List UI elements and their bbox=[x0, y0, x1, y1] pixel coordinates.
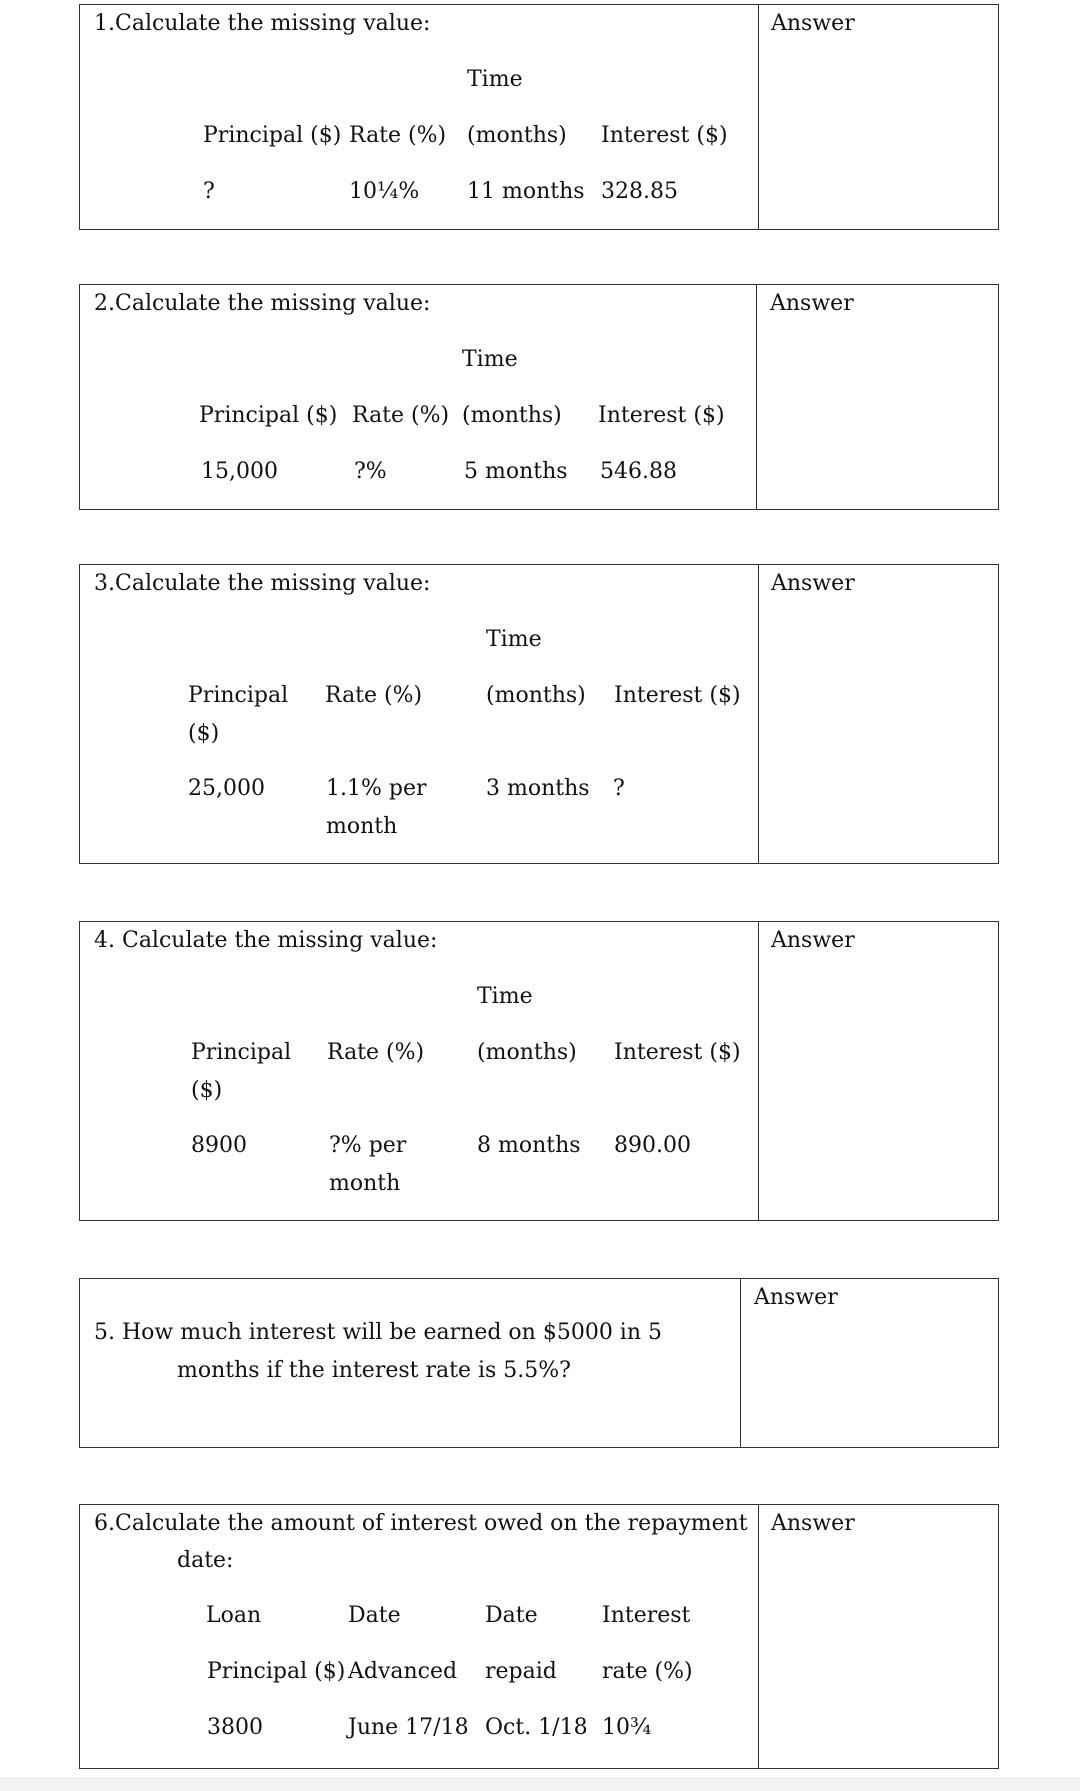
question-text: 2.Calculate the missing value: bbox=[94, 291, 431, 316]
rate-header: Rate (%) bbox=[352, 403, 450, 428]
rate-header: Rate (%) bbox=[325, 683, 423, 708]
rate-header: Rate (%) bbox=[327, 1040, 425, 1065]
principal-value: 3800 bbox=[207, 1715, 263, 1740]
date-repaid-header: Date bbox=[485, 1603, 538, 1628]
interest-value: 328.85 bbox=[601, 179, 678, 204]
date-advanced-value: June 17/18 bbox=[348, 1715, 469, 1740]
rate-value: 1.1% per bbox=[326, 776, 427, 801]
answer-divider bbox=[758, 1505, 759, 1768]
interest-rate-header-cont: rate (%) bbox=[602, 1659, 693, 1684]
time-header-months: (months) bbox=[477, 1040, 577, 1065]
time-value: 3 months bbox=[486, 776, 590, 801]
page-bottom-edge bbox=[0, 1777, 1080, 1791]
principal-header: Principal ($) bbox=[199, 403, 338, 428]
rate-value: ?% bbox=[354, 459, 387, 484]
principal-value: ? bbox=[203, 179, 215, 204]
principal-header: Principal ($) bbox=[203, 123, 342, 148]
time-header: Time bbox=[486, 627, 542, 652]
question-text: 1.Calculate the missing value: bbox=[94, 11, 431, 36]
rate-value-cont: month bbox=[329, 1171, 401, 1196]
rate-value: ?% per bbox=[329, 1133, 407, 1158]
interest-header: Interest ($) bbox=[614, 683, 741, 708]
rate-value-cont: month bbox=[326, 814, 398, 839]
problem-6-box bbox=[79, 1504, 999, 1769]
problem-1-box bbox=[79, 4, 999, 230]
answer-divider bbox=[756, 285, 757, 509]
answer-label: Answer bbox=[771, 571, 855, 596]
answer-label: Answer bbox=[770, 291, 854, 316]
time-header-months: (months) bbox=[462, 403, 562, 428]
interest-header: Interest ($) bbox=[598, 403, 725, 428]
problem-4-box bbox=[79, 921, 999, 1221]
problem-3-box bbox=[79, 564, 999, 864]
answer-label: Answer bbox=[754, 1285, 838, 1310]
problem-2-box bbox=[79, 284, 999, 510]
problem-5-box bbox=[79, 1278, 999, 1448]
date-repaid-value: Oct. 1/18 bbox=[485, 1715, 588, 1740]
rate-header: Rate (%) bbox=[349, 123, 447, 148]
principal-value: 25,000 bbox=[188, 776, 265, 801]
time-header-months: (months) bbox=[486, 683, 586, 708]
answer-divider bbox=[758, 565, 759, 863]
question-text: 3.Calculate the missing value: bbox=[94, 571, 431, 596]
principal-header: Principal bbox=[188, 683, 289, 708]
interest-header: Interest ($) bbox=[614, 1040, 741, 1065]
time-value: 11 months bbox=[467, 179, 585, 204]
interest-value: 546.88 bbox=[600, 459, 677, 484]
principal-value: 8900 bbox=[191, 1133, 247, 1158]
answer-divider bbox=[740, 1279, 741, 1447]
time-header-months: (months) bbox=[467, 123, 567, 148]
interest-header: Interest ($) bbox=[601, 123, 728, 148]
question-text-cont: months if the interest rate is 5.5%? bbox=[177, 1358, 571, 1383]
interest-value: ? bbox=[613, 776, 625, 801]
answer-label: Answer bbox=[771, 928, 855, 953]
loan-header: Loan bbox=[206, 1603, 262, 1628]
date-advanced-header-cont: Advanced bbox=[348, 1659, 458, 1684]
time-value: 5 months bbox=[464, 459, 568, 484]
interest-rate-value: 10¾ bbox=[602, 1715, 652, 1740]
loan-header-principal: Principal ($) bbox=[207, 1659, 346, 1684]
rate-value: 10¼% bbox=[349, 179, 420, 204]
date-advanced-header: Date bbox=[348, 1603, 401, 1628]
interest-value: 890.00 bbox=[614, 1133, 691, 1158]
principal-header-unit: ($) bbox=[191, 1078, 223, 1103]
principal-header-unit: ($) bbox=[188, 721, 220, 746]
interest-rate-header: Interest bbox=[602, 1603, 691, 1628]
question-text: 6.Calculate the amount of interest owed on the repayment bbox=[94, 1511, 748, 1536]
principal-header: Principal bbox=[191, 1040, 292, 1065]
question-text: 4. Calculate the missing value: bbox=[94, 928, 438, 953]
time-value: 8 months bbox=[477, 1133, 581, 1158]
date-repaid-header-cont: repaid bbox=[485, 1659, 557, 1684]
principal-value: 15,000 bbox=[201, 459, 278, 484]
time-header: Time bbox=[467, 67, 523, 92]
question-text-cont: date: bbox=[177, 1548, 234, 1573]
time-header: Time bbox=[462, 347, 518, 372]
answer-label: Answer bbox=[771, 1511, 855, 1536]
answer-divider bbox=[758, 922, 759, 1220]
answer-label: Answer bbox=[771, 11, 855, 36]
question-text: 5. How much interest will be earned on $5000 in 5 bbox=[94, 1320, 663, 1345]
answer-divider bbox=[758, 5, 759, 229]
time-header: Time bbox=[477, 984, 533, 1009]
